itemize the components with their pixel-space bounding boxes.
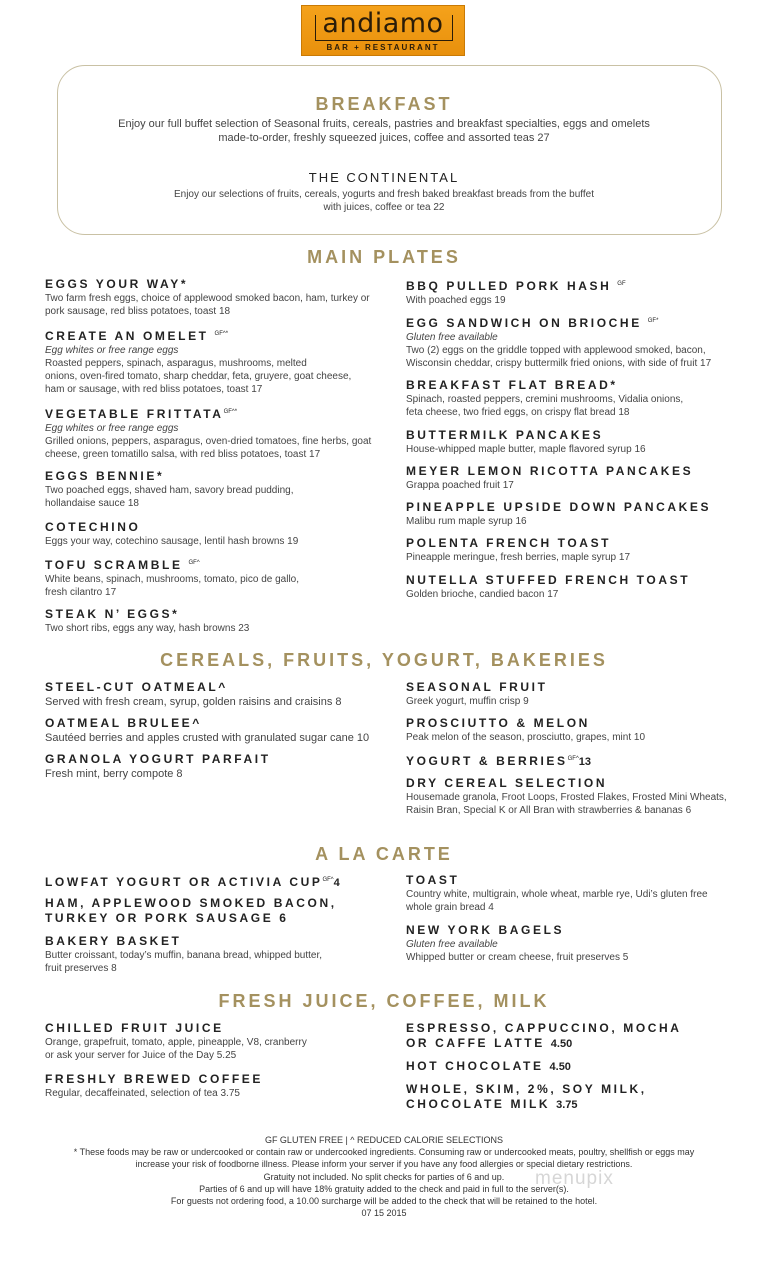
item-description: fruit preserves 8 (45, 963, 117, 974)
item-name-text: FRESHLY BREWED COFFEE (45, 1072, 263, 1086)
item-description: Sautéed berries and apples crusted with granulated sugar cane 10 (45, 732, 370, 744)
item-description: Grilled onions, peppers, asparagus, oven-dried tomatoes, fine herbs, goat (45, 436, 372, 447)
item-description: With poached eggs 19 (406, 295, 506, 306)
item-description: Wisconsin cheddar, crispy buttermilk fried onions, with side of fruit 17 (406, 358, 712, 369)
menu-item (45, 752, 390, 781)
item-name (406, 1059, 751, 1075)
item-name-text: OATMEAL BRULEE^ (45, 716, 202, 730)
footer-line: * These foods may be raw or undercooked or contain raw or undercooked ingredients. Consuming raw or undercooked meats, poultry, shellfish or eggs may (73, 1147, 695, 1158)
item-description: Grappa poached fruit 17 (406, 480, 514, 491)
dietary-marker: GF (617, 281, 626, 287)
menu-item (406, 1082, 751, 1113)
item-name-text: GRANOLA YOGURT PARFAIT (45, 752, 271, 766)
footer-line: GF GLUTEN FREE | ^ REDUCED CALORIE SELECTIONS (264, 1135, 504, 1145)
item-description: Greek yogurt, muffin crisp 9 (406, 696, 529, 707)
section-cereals: CEREALS, FRUITS, YOGURT, BAKERIES (160, 650, 608, 670)
menu-item (45, 607, 390, 635)
continental-desc-1: Enjoy our selections of fruits, cereals, yogurts and fresh baked breakfast breads from the buffet (173, 189, 595, 200)
menu-item (406, 277, 751, 307)
menu-item (45, 556, 390, 599)
item-name (45, 277, 390, 292)
item-name (45, 520, 390, 535)
dietary-marker: GF^ (188, 560, 200, 566)
dietary-marker: GF^* (223, 409, 238, 415)
item-name-text: SEASONAL FRUIT (406, 680, 548, 694)
item-name (406, 873, 751, 888)
item-name-text: TOFU SCRAMBLE (45, 558, 189, 572)
item-name-text: WHOLE, SKIM, 2%, SOY MILK, (406, 1082, 647, 1096)
item-description: fresh cilantro 17 (45, 587, 117, 598)
item-name-text: YOGURT & BERRIES (406, 754, 568, 768)
item-name-text: BREAKFAST FLAT BREAD* (406, 378, 618, 392)
menu-item (406, 776, 751, 817)
menu-item (406, 752, 751, 770)
item-description: Raisin Bran, Special K or All Bran with strawberries & bananas 6 (406, 805, 692, 816)
menu-item (45, 520, 390, 548)
item-name (406, 536, 751, 551)
item-name (45, 1021, 390, 1036)
item-name-text: HOT CHOCOLATE (406, 1059, 550, 1073)
item-name (406, 378, 751, 393)
section-juice: FRESH JUICE, COFFEE, MILK (218, 991, 550, 1011)
footer-line: For guests not ordering food, a 10.00 surcharge will be added to the check that will be retained to the hotel. (170, 1196, 598, 1206)
item-description: Regular, decaffeinated, selection of tea 3.75 (45, 1088, 240, 1099)
item-description: White beans, spinach, mushrooms, tomato, pico de gallo, (45, 574, 300, 585)
item-name (406, 923, 751, 938)
item-name-text: VEGETABLE FRITTATA (45, 407, 224, 421)
item-name (406, 752, 751, 770)
menu-item (406, 923, 751, 964)
footer-line: Parties of 6 and up will have 18% gratuity added to the check and paid in full to the server(s). (199, 1183, 569, 1194)
item-name (406, 573, 751, 588)
item-name-text: NUTELLA STUFFED FRENCH TOAST (406, 573, 691, 587)
watermark: menupix (535, 1168, 614, 1189)
item-description: whole grain bread 4 (406, 902, 494, 913)
item-name-text: STEAK N’ EGGS* (45, 607, 180, 621)
item-price: 4.50 (549, 1061, 571, 1073)
item-description: Country white, multigrain, whole wheat, marble rye, Udi’s gluten free (406, 889, 708, 900)
footer-line: increase your risk of foodborne illness. Please inform your server if you have any food allergies or special dietary restrictions. (135, 1159, 633, 1170)
item-description: Whipped butter or cream cheese, fruit preserves 5 (406, 952, 629, 963)
item-name-line-2 (406, 1036, 751, 1052)
item-name (406, 716, 751, 731)
item-name-text: CREATE AN OMELET (45, 329, 215, 343)
item-name (406, 464, 751, 479)
footer-line: Gratuity not included. No split checks for parties of 6 and up. (263, 1171, 505, 1182)
menu-item (406, 1059, 751, 1075)
menu-item (406, 680, 751, 708)
item-name-text: PINEAPPLE UPSIDE DOWN PANCAKES (406, 500, 712, 514)
menu-item (45, 896, 390, 926)
item-name (406, 1082, 751, 1097)
footer-line: 07 15 2015 (361, 1208, 407, 1219)
item-description: Spinach, roasted peppers, cremini mushrooms, Vidalia onions, (406, 394, 684, 405)
item-name (406, 428, 751, 443)
item-name (406, 680, 751, 695)
menu-item (406, 378, 751, 419)
section-main-plates: MAIN PLATES (307, 247, 461, 267)
menu-item (406, 1021, 751, 1052)
item-note: Egg whites or free range eggs (45, 345, 179, 356)
menu-item (406, 873, 751, 914)
item-description: Pineapple meringue, fresh berries, maple syrup 17 (406, 552, 631, 563)
item-name (45, 896, 390, 911)
dietary-marker: GF* (647, 318, 659, 324)
item-name-text: BAKERY BASKET (45, 934, 182, 948)
menu-item (406, 716, 751, 744)
item-name-text: BBQ PULLED PORK HASH (406, 279, 618, 293)
menu-item (45, 716, 390, 745)
menu-item (406, 573, 751, 601)
section-a-la-carte: A LA CARTE (315, 844, 453, 864)
item-description: Housemade granola, Froot Loops, Frosted Flakes, Frosted Mini Wheats, (406, 792, 727, 803)
item-name-text: NEW YORK BAGELS (406, 923, 565, 937)
item-description: Fresh mint, berry compote 8 (45, 768, 183, 780)
breakfast-desc-2: made-to-order, freshly squeezed juices, coffee and assorted teas 27 (218, 132, 550, 144)
menu-item (406, 314, 751, 370)
dietary-marker: GF^ (322, 877, 334, 883)
item-name (45, 934, 390, 949)
item-description: House-whipped maple butter, maple flavored syrup 16 (406, 444, 646, 455)
menu-item (45, 1021, 390, 1062)
item-description: Butter croissant, today’s muffin, banana bread, whipped butter, (45, 950, 323, 961)
menu-item (406, 536, 751, 564)
item-name-text: ESPRESSO, CAPPUCCINO, MOCHA (406, 1021, 682, 1035)
item-name-text: CHILLED FRUIT JUICE (45, 1021, 224, 1035)
item-description: Two poached eggs, shaved ham, savory bread pudding, (45, 485, 294, 496)
item-name-text: DRY CEREAL SELECTION (406, 776, 608, 790)
item-name (45, 469, 390, 484)
item-name (45, 716, 390, 731)
item-name-text: STEEL-CUT OATMEAL^ (45, 680, 228, 694)
item-name-text: MEYER LEMON RICOTTA PANCAKES (406, 464, 694, 478)
item-price: 3.75 (556, 1099, 578, 1111)
item-name-text: HAM, APPLEWOOD SMOKED BACON, (45, 896, 337, 910)
breakfast-title: BREAKFAST (315, 94, 453, 114)
item-name-line-2 (406, 1097, 751, 1113)
item-price: 4 (333, 877, 340, 889)
continental-desc-2: with juices, coffee or tea 22 (323, 202, 445, 213)
item-name (406, 314, 751, 331)
breakfast-desc-1: Enjoy our full buffet selection of Seasonal fruits, cereals, pastries and breakfast specialties, eggs and omelets (118, 118, 650, 130)
item-description: Two (2) eggs on the griddle topped with applewood smoked, bacon, (406, 345, 706, 356)
item-name (45, 752, 390, 767)
item-name (45, 405, 390, 422)
item-price: 13 (578, 756, 592, 768)
item-description: feta cheese, two fried eggs, on crispy flat bread 18 (406, 407, 630, 418)
item-description: cheese, green tomatillo salsa, with red bliss potatoes, toast 17 (45, 449, 321, 460)
item-name (45, 607, 390, 622)
menu-item (45, 277, 390, 318)
menu-item (45, 1072, 390, 1100)
item-name (45, 680, 390, 695)
logo-subtitle: BAR + RESTAURANT (326, 43, 440, 52)
item-name (406, 1021, 751, 1036)
item-name-text: EGGS BENNIE* (45, 469, 165, 483)
item-name-text: TURKEY OR PORK SAUSAGE 6 (45, 911, 289, 925)
item-description: Orange, grapefruit, tomato, apple, pineapple, V8, cranberry (45, 1037, 307, 1048)
item-note: Gluten free available (406, 939, 498, 950)
item-description: Eggs your way, cotechino sausage, lentil hash browns 19 (45, 536, 299, 547)
continental-title: THE CONTINENTAL (308, 170, 460, 185)
item-name (406, 500, 751, 515)
menu-item (45, 934, 390, 975)
item-description: or ask your server for Juice of the Day 5.25 (45, 1050, 237, 1061)
dietary-marker: GF^* (214, 331, 229, 337)
item-name-text: EGGS YOUR WAY* (45, 277, 189, 291)
item-name-text: PROSCIUTTO & MELON (406, 716, 590, 730)
item-name (45, 873, 390, 891)
item-name-text: COTECHINO (45, 520, 141, 534)
item-name (45, 1072, 390, 1087)
item-description: ham or sausage, with red bliss potatoes, toast 17 (45, 384, 263, 395)
item-description: Peak melon of the season, prosciutto, grapes, mint 10 (406, 732, 646, 743)
item-name-line-2 (45, 911, 390, 926)
item-name-text: TOAST (406, 873, 460, 887)
item-description: Served with fresh cream, syrup, golden raisins and craisins 8 (45, 696, 342, 708)
item-price: 4.50 (550, 1038, 573, 1050)
item-name-text: CHOCOLATE MILK (406, 1097, 557, 1111)
item-description: pork sausage, red bliss potatoes, toast 18 (45, 306, 231, 317)
item-note: Egg whites or free range eggs (45, 423, 179, 434)
menu-item (406, 428, 751, 456)
item-description: Roasted peppers, spinach, asparagus, mushrooms, melted (45, 358, 307, 369)
item-description: onions, oven-fired tomato, sharp cheddar, feta, gruyere, goat cheese, (45, 371, 352, 382)
menu-item (45, 680, 390, 709)
item-name (45, 327, 390, 344)
item-description: Two short ribs, eggs any way, hash browns 23 (45, 623, 250, 634)
item-name (45, 556, 390, 573)
restaurant-logo (301, 5, 465, 56)
logo-name: andiamo (322, 8, 444, 39)
item-name-text: POLENTA FRENCH TOAST (406, 536, 612, 550)
menu-item (406, 500, 751, 528)
item-description: Two farm fresh eggs, choice of applewood smoked bacon, ham, turkey or (45, 293, 370, 304)
item-name (406, 277, 751, 294)
item-note: Gluten free available (406, 332, 498, 343)
item-name-text: OR CAFFE LATTE (406, 1036, 551, 1050)
dietary-marker: GF^ (567, 756, 579, 762)
item-name (406, 776, 751, 791)
menu-item (45, 873, 390, 891)
item-name-text: LOWFAT YOGURT OR ACTIVIA CUP (45, 875, 323, 889)
item-description: hollandaise sauce 18 (45, 498, 139, 509)
menu-item (45, 327, 390, 396)
menu-item (406, 464, 751, 492)
item-name-text: BUTTERMILK PANCAKES (406, 428, 604, 442)
item-description: Malibu rum maple syrup 16 (406, 516, 527, 527)
menu-item (45, 469, 390, 510)
menu-item (45, 405, 390, 461)
item-name-text: EGG SANDWICH ON BRIOCHE (406, 316, 648, 330)
item-description: Golden brioche, candied bacon 17 (406, 589, 559, 600)
